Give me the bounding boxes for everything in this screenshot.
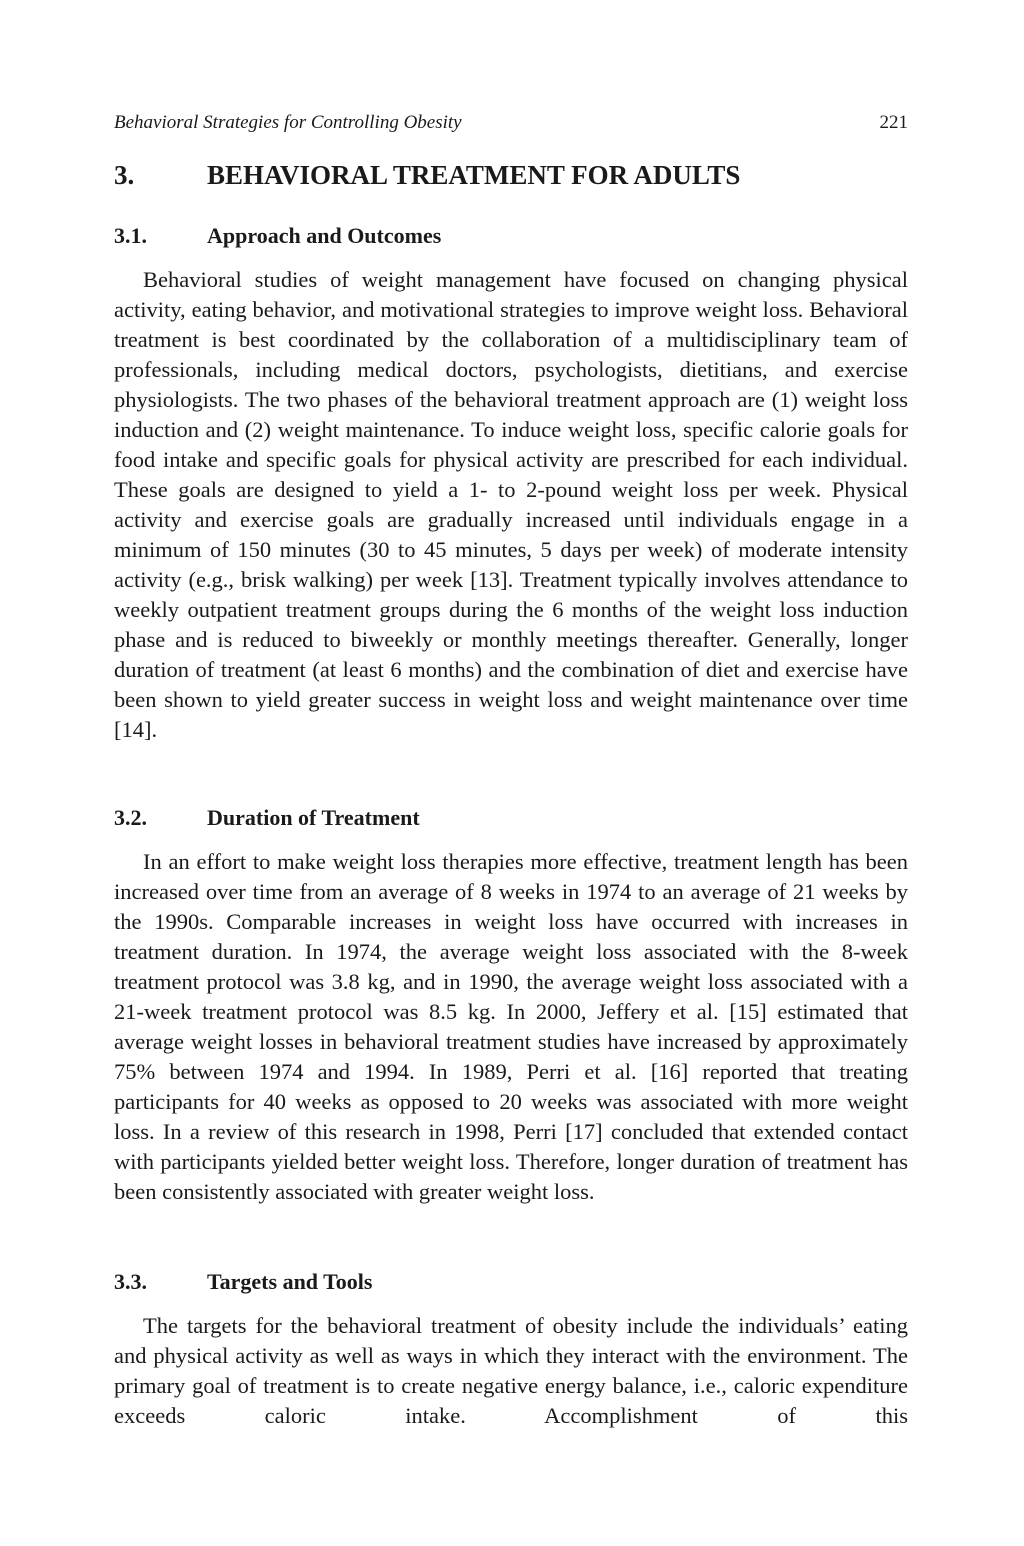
section-paragraph-3-3: The targets for the behavioral treatment of obesity include the individuals’ eating and physical activity as well as ways in which they interact with the environment. The primary goal of treatment is to create negative energy balance, i.e., caloric expenditure exceeds caloric intake. Accomplishment of this xyxy=(114,1313,908,1428)
running-head-title: Behavioral Strategies for Controlling Obesity xyxy=(114,112,462,133)
section-paragraph-3-1: Behavioral studies of weight management have focused on changing physical activity, eating behavior, and motivational strategies to improve weight loss. Behavioral treatment is best coordinated by the collaboration of a multidisciplinary team of professionals, including medical doctors, psychologists, dietitians, and exercise physiologists. The two phases of the behavioral treatment approach are (1) weight loss induction and (2) weight maintenance. To induce weight loss, specific calorie goals for food intake and specific goals for physical activity are prescribed for each individual. These goals are designed to yield a 1- to 2-pound weight loss per week. Physical activity and exercise goals are gradually increased until individuals engage in a minimum of 150 minutes (30 to 45 minutes, 5 days per week) of moderate intensity activity (e.g., brisk walking) per week [13]. Treatment typically involves attendance to weekly outpatient treatment groups during the 6 months of the weight loss induction phase and is reduced to biweekly or monthly meetings thereafter. Generally, longer duration of treatment (at least 6 months) and the combination of diet and exercise have been shown to yield greater success in weight loss and weight maintenance over time [14]. xyxy=(114,267,908,742)
section-paragraph-3-2: In an effort to make weight loss therapies more effective, treatment length has been increased over time from an average of 8 weeks in 1974 to an average of 21 weeks by the 1990s. Comparable increases in weight loss have occurred with increases in treatment duration. In 1974, the average weight loss associated with the 8-week treatment protocol was 3.8 kg, and in 1990, the average weight loss associated with a 21-week treatment protocol was 8.5 kg. In 2000, Jeffery et al. [15] estimated that average weight losses in behavioral treatment studies have increased by approximately 75% between 1974 and 1994. In 1989, Perri et al. [16] reported that treating participants for 40 weeks as opposed to 20 weeks was associated with more weight loss. In a review of this research in 1998, Perri [17] concluded that extended contact with participants yielded better weight loss. Therefore, longer duration of treatment has been consistently associated with greater weight loss. xyxy=(114,849,908,1204)
section-title: Approach and Outcomes xyxy=(207,223,442,248)
section-number: 3.3. xyxy=(114,1269,147,1294)
section-number: 3.1. xyxy=(114,223,147,248)
page-number: 221 xyxy=(879,112,908,133)
chapter-number: 3. xyxy=(114,160,135,190)
chapter-title: BEHAVIORAL TREATMENT FOR ADULTS xyxy=(207,160,741,190)
section-heading-3-3 xyxy=(114,1268,908,1296)
section-number: 3.2. xyxy=(114,805,147,830)
section-title: Duration of Treatment xyxy=(207,805,420,830)
section-heading-3-2 xyxy=(114,804,908,832)
running-head xyxy=(114,112,908,136)
chapter-heading xyxy=(114,158,908,192)
section-title: Targets and Tools xyxy=(207,1269,373,1294)
section-heading-3-1 xyxy=(114,222,908,250)
